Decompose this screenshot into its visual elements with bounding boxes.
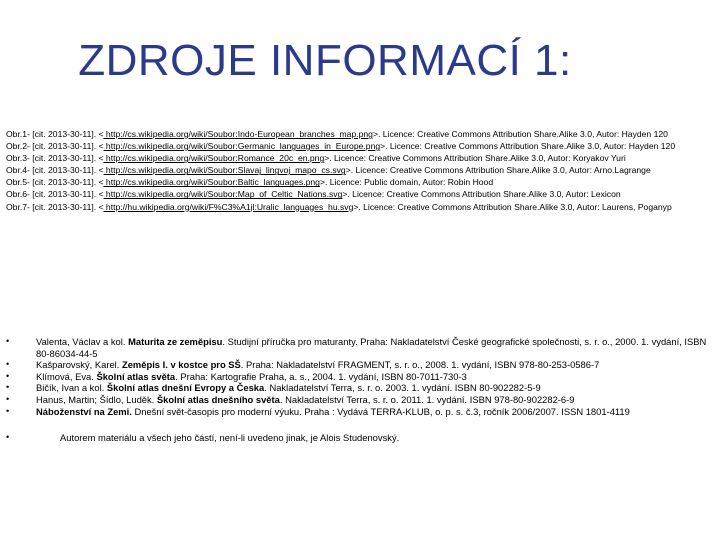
bullet-icon: • — [6, 382, 10, 393]
bib-details: . Nakladatelství Terra, s. r. o. 2003. 1. vydání. ISBN 80-902282-5-9 — [264, 382, 541, 394]
bib-title: Školní atlas světa — [96, 370, 176, 382]
bib-details: . Praha: Nakladatelství FRAGMENT, s. r. o., 2008. 1. vydání, ISBN 978-80-253-0586-7 — [240, 359, 600, 371]
bibliography-list — [6, 336, 712, 444]
image-sources-list — [6, 128, 712, 213]
author-note — [6, 432, 712, 444]
source-prefix: Obr.1- [cit. 2013-30-11]. < — [6, 129, 104, 139]
bib-details: . Nakladatelství Terra, s. r. o. 2011. 1. vydání. ISBN 978-80-902282-6-9 — [279, 393, 575, 405]
source-prefix: Obr.5- [cit. 2013-30-11]. < — [6, 177, 104, 188]
image-source-4 — [6, 164, 712, 176]
bibliography-item — [6, 359, 712, 371]
bib-title: Maturita ze zeměpisu — [128, 336, 223, 347]
bullet-icon: • — [6, 432, 10, 443]
bib-title: Školní atlas dnešního světa — [156, 393, 280, 405]
source-link[interactable]: http://hu.wikipedia.org/wiki/F%C3%A1jl:Uralic_languages_hu.svg — [103, 201, 354, 212]
source-link[interactable]: http://cs.wikipedia.org/wiki/Soubor:Indo-European_branches_map.png — [103, 129, 373, 139]
image-source-2 — [6, 140, 712, 152]
bib-title: Náboženství na Zemi. — [36, 405, 132, 417]
source-license: >. Licence: Creative Commons Attribution Share.Alike 3.0, Autor: Laurens, Poganyp — [353, 201, 672, 212]
source-license: >. Licence: Creative Commons Attribution Share.Alike 3.0, Autor: Hayden 120 — [372, 129, 668, 139]
page-title: ZDROJE INFORMACÍ 1: — [78, 36, 572, 85]
bib-title: Zeměpis I. v kostce pro SŠ — [121, 359, 241, 371]
bib-author: Bičík, Ivan a kol. — [36, 382, 107, 394]
source-prefix: Obr.7- [cit. 2013-30-11]. < — [6, 201, 104, 212]
source-prefix: Obr.2- [cit. 2013-30-11]. < — [6, 141, 104, 152]
bibliography-item — [6, 336, 712, 359]
image-source-6 — [6, 188, 712, 200]
source-link[interactable]: http://cs.wikipedia.org/wiki/Soubor:Baltic_languages.png — [103, 177, 320, 188]
bibliography-item — [6, 382, 712, 394]
bib-details: . Praha: Kartografie Praha, a. s., 2004. 1. vydání, ISBN 80-7011-730-3 — [175, 370, 467, 382]
source-license: >. Licence: Creative Commons Attribution Share.Alike 3.0, Autor: Arno.Lagrange — [345, 165, 651, 176]
source-link[interactable]: http://cs.wikipedia.org/wiki/Soubor:Romance_20c_en.png — [103, 153, 325, 164]
bib-details: . Studijní příručka pro maturanty. Praha: Nakladatelství České geografické společnosti, s. r. o., 2000. 1. vydání, ISBN 80-86034-44-5 — [36, 336, 707, 359]
bib-author: Valenta, Václav a kol. — [36, 336, 129, 347]
bibliography-item — [6, 394, 712, 406]
source-license: >. Licence: Creative Commons Attribution Share.Alike 3.0, Autor: Lexicon — [342, 189, 621, 200]
bibliography-item — [6, 406, 712, 418]
bibliography-item — [6, 371, 712, 383]
source-link[interactable]: http://cs.wikipedia.org/wiki/Soubor:Slavaj_lingvoj_mapo_cs.svg — [103, 165, 346, 176]
source-license: >. Licence: Creative Commons Attribution Share.Alike 3.0, Autor: Hayden 120 — [380, 141, 676, 152]
bib-title: Školní atlas dnešní Evropy a Česka — [106, 382, 265, 394]
image-source-1 — [6, 128, 712, 140]
image-source-7 — [6, 201, 712, 213]
bib-details: Dnešní svět-časopis pro moderní výuku. Praha : Vydává TERRA-KLUB, o. p. s. č.3, ročník 2006/2007. ISSN 1801-4119 — [131, 405, 630, 417]
bullet-icon: • — [6, 405, 10, 416]
bullet-icon: • — [6, 370, 10, 381]
source-link[interactable]: http://cs.wikipedia.org/wiki/Soubor:Map_of_Celtic_Nations.svg — [103, 189, 343, 200]
bullet-icon: • — [6, 336, 10, 346]
source-license: >. Licence: Public domain, Autor: Robin Hood — [319, 177, 494, 188]
bib-author: Hanus, Martin; Šídlo, Luděk. — [36, 393, 157, 405]
source-license: >. Licence: Creative Commons Attribution Share.Alike 3.0, Autor: Koryakov Yuri — [324, 153, 626, 164]
image-source-3 — [6, 152, 712, 164]
spacer — [6, 417, 712, 432]
source-prefix: Obr.6- [cit. 2013-30-11]. < — [6, 189, 104, 200]
bib-author: Kašparovský, Karel. — [36, 359, 122, 371]
author-note-text: Autorem materiálu a všech jeho částí, není-li uvedeno jinak, je Alois Studenovský. — [60, 432, 400, 444]
source-prefix: Obr.3- [cit. 2013-30-11]. < — [6, 153, 104, 164]
image-source-5 — [6, 176, 712, 188]
source-link[interactable]: http://cs.wikipedia.org/wiki/Soubor:Germanic_languages_in_Europe.png — [103, 141, 381, 152]
bullet-icon: • — [6, 359, 10, 370]
bullet-icon: • — [6, 393, 10, 404]
bib-author: Klímová, Eva. — [36, 370, 97, 382]
source-prefix: Obr.4- [cit. 2013-30-11]. < — [6, 165, 104, 176]
